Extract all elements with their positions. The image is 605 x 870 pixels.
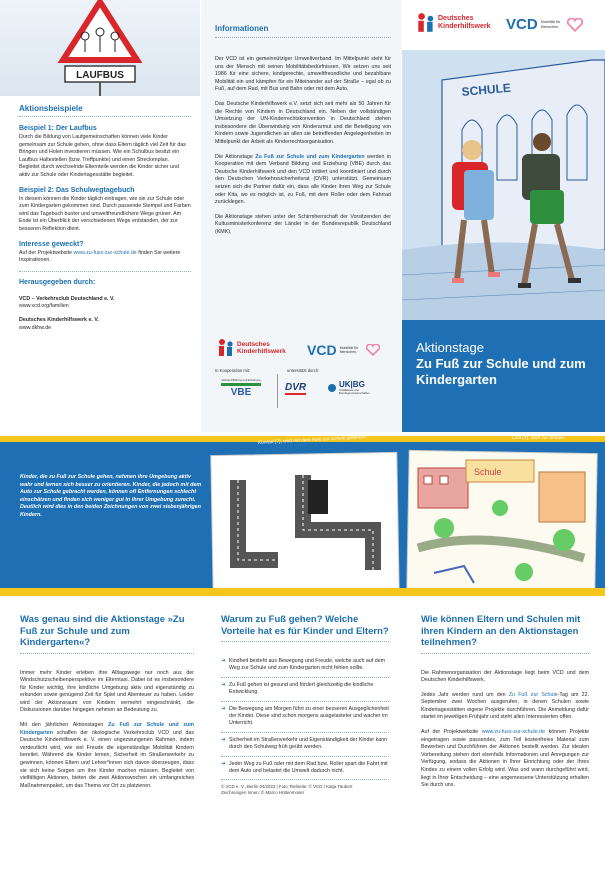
panel-cover: [402, 0, 605, 432]
col3-text-2: Jedes Jahr werden rund um den Zu Fuß zur Schule-Tag am 22. September zwei Wochen ausgerufen, in denen Schulen sowie Kindertagesstätten eigene Projekte durchführen. Die Anmeldung dafür startet im jeweiligen Frühjahr und steht allen Interessierten offen.: [421, 691, 589, 721]
drawing-lina-route: [404, 448, 600, 598]
cover-dkhw-logo-icon: [416, 12, 436, 34]
col1-title: Was genau sind die Aktionstage »Zu Fuß zur Schule und zum Kindergarten«?: [20, 614, 194, 654]
yellow-wave-bottom: [0, 588, 605, 596]
website-link[interactable]: www.zu-fuss-zur-schule.de: [73, 249, 137, 256]
col3-title: Wie können Eltern und Schulen mit ihren Kindern an den Aktionstagen teilnehmen?: [421, 614, 589, 654]
beispiel1-title: Beispiel 1: Der Laufbus: [19, 125, 97, 132]
cover-title-aktionstage: Aktionstage: [416, 340, 484, 355]
vorteil-item: ➜ Jeder Weg zu Fuß oder mit dem Rad bzw. Roller spart die Fahrt mit dem Auto und belastet die Umwelt dadurch nicht.: [221, 761, 389, 781]
col3-text-3: Auf der Projektwebsite www.zu-fuss-zur-schule.de können Projekte eingetragen sowie passendes, zum Teil kostenfreies Material zum Bewerben und Durchführen der Aktionen bestellt werden. Zur idealen Vorbereitung stehen dort ebenfalls Informationen und Anregungen zur Verfügung, sodass die Aktionen in Ihrer Einrichtung oder der Ihres Kindes zu einem vollen Erfolg wird. Was und wann durchgeführt wird, liegt in Ihrer Entscheidung – eine angemessene Unterstützung erhalten Sie durch uns.: [421, 729, 589, 789]
caption-lina: Lina (7), läuft zur Schule.: [512, 436, 566, 441]
intro-text: Kinder, die zu Fuß zur Schule gehen, nehmen ihre Umgebung aktiv wahr und lernen sich besser zu orientieren. Kinder, die jedoch mit dem Auto zur Schule gebracht werden, können oft Entfernungen schlecht einschätzen und finden sich weniger gut in ihrer Umgebung zurecht. Deutlich wird dies in den beiden Zeichnungen von zwei siebenjährigen Kindern.: [20, 474, 202, 518]
kooperation-label: In Kooperation mit:: [215, 368, 251, 373]
beispiel2-text: In diesem können die Kinder täglich eintragen, wie sie zur Schule oder zum Kindergarten gekommen sind. Durch passende Stempel und Farben wird das Tagebuch bunter und umweltfreundlichere Wege grüner. Am Ende ist ein Überblick der verschiedenen Wege entstanden, der zur besseren Reflektion dient.: [19, 195, 191, 232]
vorteil-item: ➜ Zu Fuß gehen ist gesund und fördert gleichzeitig die kindliche Entwicklung.: [221, 682, 389, 702]
col1-text-1: Immer mehr Kinder erleben ihre Alltagswege nur noch aus der Windschutzscheibenperspektive im Elterntaxi. Dabei ist es insbesondere für Kinder wichtig, ihre kindliche Umgebung aktiv und eigenständig zu erkunden sowie genügend Zeit für Spiel und Abenteuer zu haben. Leider wird der Aktionsraum von Kindern vermehrt eingeschränkt, die Diskussionen darüber hingegen nehmen an Bedeutung zu.: [20, 669, 194, 714]
vcd-logo: VCD Mobilität für Menschen.: [307, 342, 380, 358]
beispiel1-text: Durch die Bildung von Laufgemeinschaften können viele Kinder gemeinsam zur Schule gehen, ohne dass Eltern täglich viel Zeit für das Bringen und Holen investieren müssen. Wie ein Schulbus besitzt ein Laufbus Haltestellen (bzw. Treffpunkte) und einen Streckenplan. Begleitet durch wechselnde Elternteile werden die Kinder sicher und aktiv zur Schule oder Kindertagesstätte begleitet.: [19, 134, 186, 178]
info-vcd-text: Der VCD ist ein gemeinnütziger Umweltverband. Im Mittelpunkt steht für uns der Mensch mit seinen Mobilitätsbedürfnissen. Wir setzen uns seit 1986 für eine sichere, kindgerechte, umweltfreundliche und bezahlbare Mobilität ein und kämpfen für ein Miteinander auf der Straße – egal ob zu Fuß, auf dem Rad, mit Bus und Bahn oder mit dem Auto.: [215, 56, 391, 93]
vcd-url[interactable]: www.vcd.org/familien: [19, 303, 69, 310]
ukbg-icon: [327, 383, 337, 393]
panel-informationen: [201, 0, 401, 432]
middle-band: [0, 436, 605, 596]
unterstuetzt-label: unterstützt durch:: [287, 368, 320, 373]
informationen-heading: Informationen: [215, 24, 391, 38]
dkhw-logo: Deutsches Kinderhilfswerk: [217, 338, 289, 358]
publisher-vcd: VCD – Verkehrsclub Deutschland e. V. www.vcd.org/familien: [19, 295, 115, 310]
dkhw-logo-icon: [217, 338, 235, 358]
interesse-title: Interesse geweckt?: [19, 240, 84, 248]
vorteil-item: ➜ Sicherheit im Straßenverkehr und Eigenständigkeit der Kinder kann durch den Schulweg früh geübt werden.: [221, 737, 389, 757]
info-kooperation-text: Die Aktionstage Zu Fuß zur Schule und zum Kindergarten werden in Kooperation mit dem Verband Bildung und Erziehung (VBE) durch das Deutsche Kinderhilfswerk und den VCD initiiert und koordiniert und durch den Deutschen Verkehrssicherheitsrat (DVR) unterstützt. Gemeinsam setzen sich die Partner dafür ein, dass alle Kinder ihren Weg zur Schule oder Kita, wo es möglich ist, zu Fuß, mit dem Roller oder dem Fahrrad zurücklegen.: [215, 153, 391, 206]
dkhw-url[interactable]: www.dkhw.de: [19, 324, 52, 331]
copyright-footer: © VCD e. V., Berlin 04/2023 | Foto Titelseite: © VCD / Katja Täubert Zeichnungen Innen: © Marco Hüttenmoser: [221, 784, 353, 796]
publisher-dkhw: Deutsches Kinderhilfswerk e. V. www.dkhw.de: [19, 316, 99, 331]
beispiel2-title: Beispiel 2: Das Schulwegtagebuch: [19, 186, 135, 194]
vbe-logo: Verband Bildung und Erziehung VBE: [221, 378, 261, 398]
partner-logos: [215, 338, 391, 418]
cover-schule-sign: SCHULE: [461, 80, 512, 99]
caption-konrad: Konrad (7), wird mit dem Auto zur Schule gefahren.: [257, 435, 368, 446]
laufbus-label: LAUFBUS: [76, 70, 124, 81]
col1-text-2: Mit den jährlichen Aktionstagen Zu Fuß zur Schule und zum Kindergarten schaffen der ökologische Verkehrsclub VCD und das Deutsche Kinderhilfswerk e. V. einen ungezwungenen Rahmen, indem verdeutlicht wird, wie viel Freude die eigenständige Mobilität Kindern bereitet. Während die Kinder lernen, Sicherheit im Straßenverkehr zu gewinnen, können Eltern und Lehrer*innen sich davon überzeugen, dass sie sich keine Sorgen um ihre Kinder machen müssen. Begleitet von vielfältigen Aktionen, bieten die zwei Aktionswochen ein umfangreiches Maßnahmenpaket, um das Thema vor Ort zu platzieren.: [20, 722, 194, 789]
dvr-logo: DVR: [285, 382, 307, 393]
cover-photo-children-running: [402, 50, 605, 320]
vorteil-item: ➜ Die Bewegung am Morgen führt zu einer besseren Ausgeglichenheit der Kinder. Diese sind schon morgens ausgelasteter und wacher im Unterricht.: [221, 706, 389, 733]
cover-vcd-logo: VCD Mobilität für Menschen.: [506, 16, 583, 33]
col3-website-link[interactable]: www.zu-fuss-zur-schule.de: [481, 729, 546, 736]
vorteil-item: ➜ Kindheit besteht aus Bewegung und Freude, welche auch auf dem Weg zur Schule und zum Kindergarten nicht fehlen sollte.: [221, 658, 389, 678]
laufbus-sign-illustration: [55, 0, 145, 96]
logo-divider: [277, 374, 278, 408]
panel-aktionsbeispiele: [0, 0, 200, 432]
cover-dkhw-logo: Deutsches Kinderhilfswerk: [416, 12, 492, 34]
cover-title-main: Zu Fuß zur Schule und zum Kindergarten: [416, 356, 586, 387]
col2-title: Warum zu Fuß gehen? Welche Vorteile hat es für Kinder und Eltern?: [221, 614, 389, 642]
info-dkhw-text: Das Deutsche Kinderhilfswerk e.V. setzt sich seit mehr als 50 Jahren für die Rechte von Kindern in Deutschland ein. Neben der vollständigen Umsetzung der UN-Kinderrechtskonvention in Deutschland stehen insbesondere die Überwindung von Kinderarmut und die Beteiligung von Kindern sowie Jugendlichen an allen sie betreffenden Angelegenheiten im Mittelpunkt der Arbeit als Kinderrechtsorganisation.: [215, 100, 391, 145]
cover-heart-icon: [567, 18, 583, 32]
ukbg-logo: UK|BG Unfallkasse und Berufsgenossenschaften: [327, 380, 381, 396]
cover-logo-bar: [402, 0, 605, 50]
interesse-text: Auf der Projektwebsite www.zu-fuss-zur-schule.de finden Sie weitere Inspirationen.: [19, 250, 191, 272]
col-wie-teilnehmen: [421, 614, 589, 797]
drawing-schule-sign: Schule: [474, 467, 502, 477]
col-warum-zu-fuss: [221, 614, 389, 796]
herausgeber-title: Herausgegeben durch:: [19, 278, 96, 286]
vorteile-list: [221, 658, 389, 780]
drawing-konrad-route: [208, 450, 403, 598]
col3-text-1: Die Rahmenorganisation der Aktionstage liegt beim VCD und dem Deutschen Kinderhilfswerk.: [421, 669, 589, 684]
col-was-sind-aktionstage: [20, 614, 194, 797]
aktionsbeispiele-heading: Aktionsbeispiele: [19, 104, 191, 117]
info-schirmherrschaft-text: Die Aktionstage stehen unter der Schirmherrschaft der Vorsitzenden der Kultusministerkonferenz der Länder in der Bundesrepublik Deutschland (KMK).: [215, 213, 391, 235]
heart-icon: [366, 344, 380, 356]
